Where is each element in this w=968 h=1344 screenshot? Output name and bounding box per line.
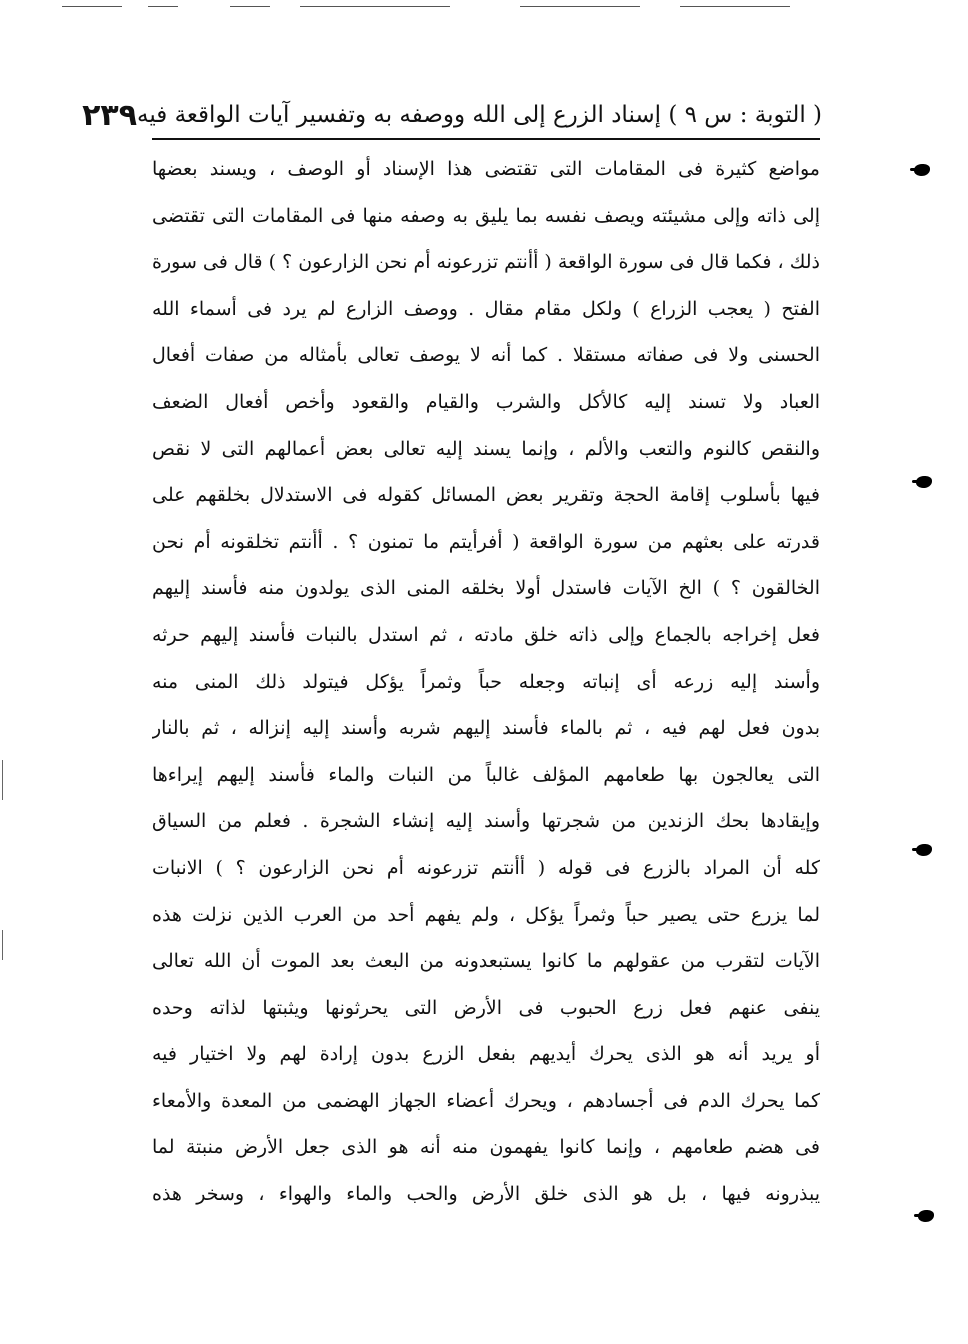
text-line: قدرته على بعثهم من سورة الواقعة ( أفرأيتم ما تمنون ؟ . أأنتم تخلقونه أم نحن — [152, 530, 820, 553]
text-line: أو يريد أنه هو الذى يحرك أيديهم بفعل الزرع بدون إرادة لهم ولا اختيار فيه — [152, 1043, 820, 1066]
page-number: ٢٣٩ — [82, 97, 138, 133]
margin-punch-mark — [918, 1210, 934, 1222]
text-line: إلى ذاته وإلى مشيئته ويصف نفسه بما يليق به وصفه منها فى المقامات التى تقتضى — [152, 204, 820, 227]
text-line: الخالقون ؟ ) الخ الآيات فاستدل أولا بخلقه المنى الذى يولدون منه فأسند إليهم — [152, 577, 820, 600]
text-line: وإيقادها بحك الزندين من شجرتها وأسند إليه إنشاء الشجرة . فعلم من السياق — [152, 810, 820, 833]
text-line: التى يعالجون بها طعامهم المؤلف غالباً من النبات والماء فأسند إليهم إيراءها — [152, 763, 820, 786]
text-line: الحسنى ولا فى صفاته مستقلا . كما أنه لا يوصف تعالى بأمثاله من صفات أفعال — [152, 344, 820, 367]
text-line: يبذرونه فيها ، بل هو الذى خلق الأرض والحب والماء والهواء ، وسخر هذه — [152, 1183, 820, 1206]
text-line: فيها بأسلوب إقامة الحجة وتقرير بعض المسائل كقوله فى الاستدلال بخلقهم على — [152, 484, 820, 507]
margin-punch-mark — [914, 164, 930, 176]
text-line: ينفى عنهم فعل زرع الحبوب فى الأرض التى يحرثونها ويثبتها لذاته وحده — [152, 996, 820, 1019]
text-line: ذلك ، فكما قال فى سورة الواقعة ( أأنتم تزرعونه أم نحن الزارعون ؟ ) قال فى سورة — [152, 251, 820, 274]
text-line: كله أن المراد بالزرع فى قوله ( أأنتم تزرعونه أم نحن الزارعون ؟ ) الانبات — [152, 856, 820, 879]
scan-edge-marks — [0, 0, 968, 12]
running-header — [82, 92, 822, 138]
text-line: لما يزرع حتى يصير حباً وثمراً يؤكل ، ولم يفهم أحد من العرب الذين نزلت هذه — [152, 903, 820, 926]
text-line: العباد ولا تسند إليه كالأكل والشرب والقيام والقعود وأخص أفعال الضعف — [152, 390, 820, 413]
text-line: كما يحرك الدم فى أجسادهم ، ويحرك أعضاء الجهاز الهضمى من المعدة والأمعاء — [152, 1089, 820, 1112]
header-rule — [152, 138, 820, 140]
text-line: الفتح ( يعجب الزراع ) ولكل مقام مقال . ووصف الزارع لم يرد فى أسماء الله — [152, 297, 820, 320]
text-line: بدون فعل لهم فيه ، ثم بالماء فأسند إليهم شربه وأسند إليه إنزاله ، ثم بالنار — [152, 717, 820, 740]
text-line: فى هضم طعامهم ، وإنما كانوا يفهمون منه أنه هو الذى جعل الأرض منبتة لما — [152, 1136, 820, 1159]
text-line: والنقص كالنوم والتعب والألم ، وإنما يسند إليه تعالى بعض أعمالهم التى لا نقص — [152, 437, 820, 460]
text-line: مواضع كثيرة فى المقامات التى تقتضى هذا الإسناد أو الوصف ، ويسند بعضها — [152, 158, 820, 180]
text-line: وأسند إليه زرعه أى إنباته وجعله حباً وثمراً يؤكل فيتولد ذلك المنى منه — [152, 670, 820, 693]
text-line: الآيات لتقرب من عقولهم ما كانوا يستبعدونه من البعث بعد الموت أن الله تعالى — [152, 950, 820, 973]
margin-punch-mark — [916, 844, 932, 856]
body-text — [152, 146, 820, 1218]
margin-punch-mark — [916, 476, 932, 488]
text-line: فعل إخراجه بالجماع وإلى ذاته خلق مادته ، ثم استدل بالنبات فأسند إليهم حرثه — [152, 623, 820, 646]
header-title: ( التوبة : س ٩ ) إسناد الزرع إلى الله ووصفه به وتفسير آيات الواقعة فيه — [137, 102, 822, 128]
